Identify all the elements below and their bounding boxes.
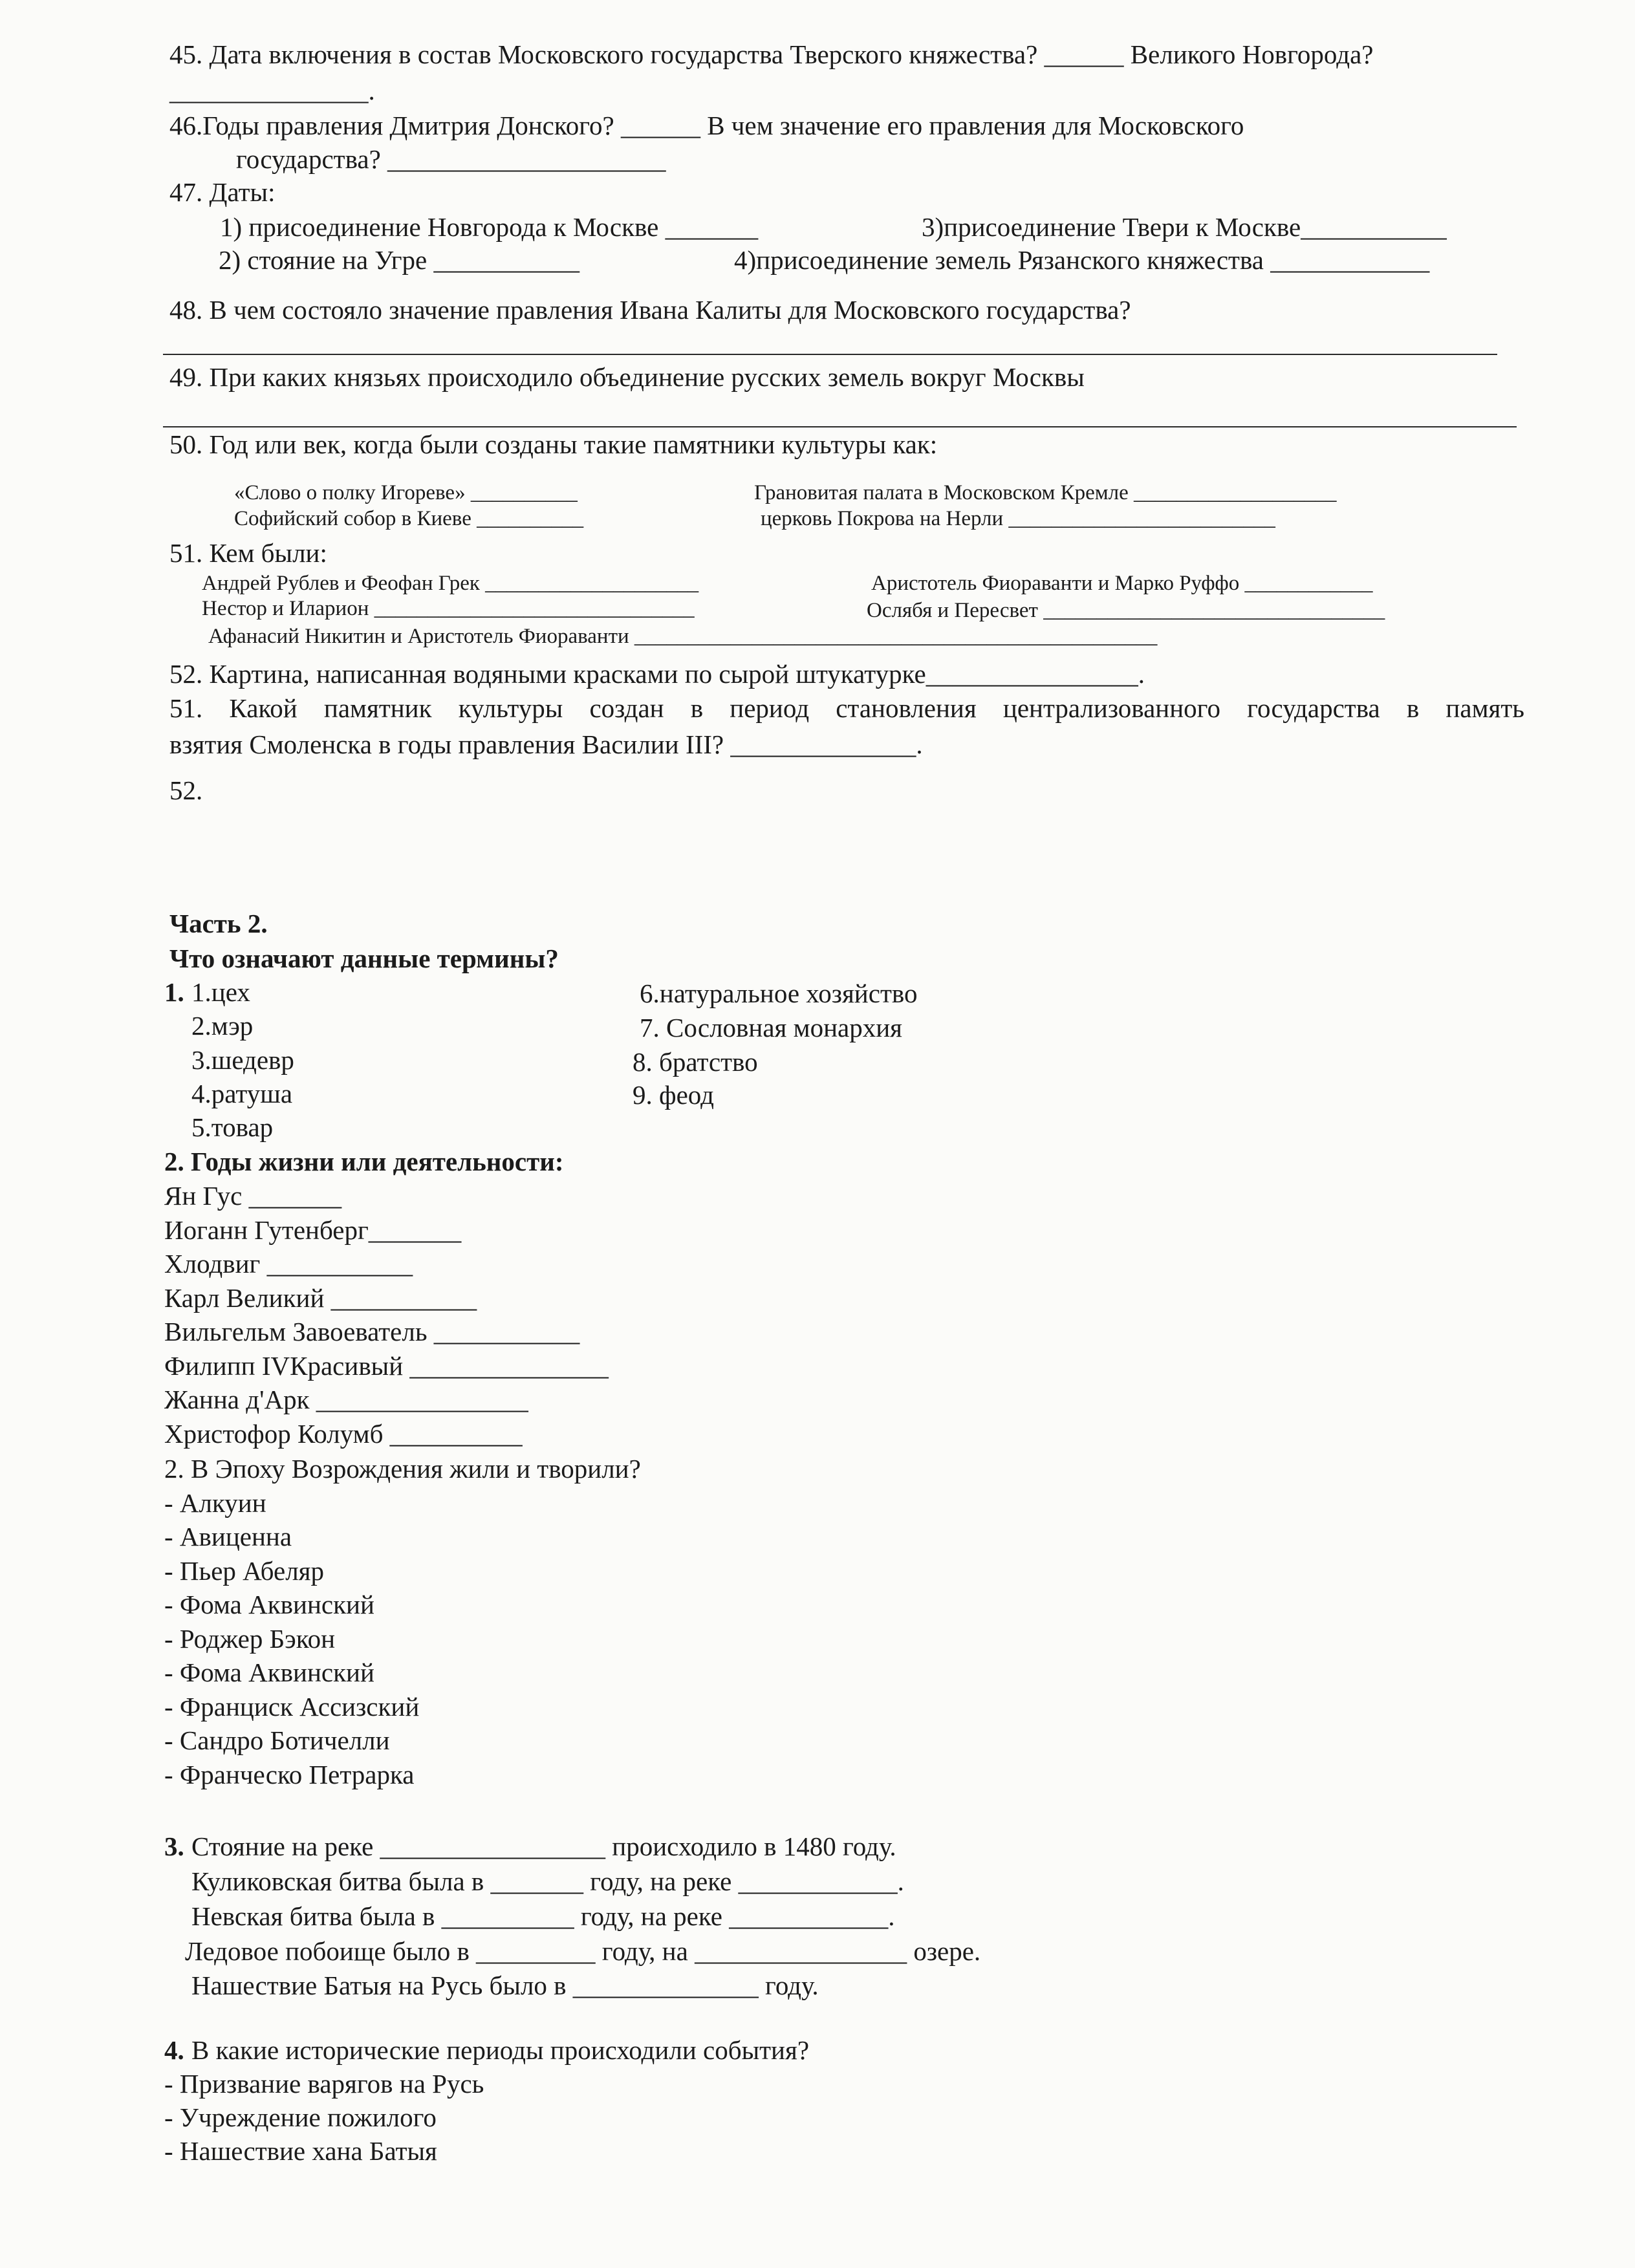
part2-subtitle: Что означают данные термины? [169, 944, 559, 973]
lifespan-item: Вильгельм Завоеватель ___________ [164, 1317, 580, 1346]
term-item: 4.ратуша [191, 1079, 293, 1108]
q51-item3: Нестор и Иларион ______________________________ [202, 597, 695, 620]
q51-item2: Аристотель Фиораванти и Марко Руффо ____________ [871, 572, 1373, 595]
periods-heading: В какие исторические периоды происходили события? [191, 2035, 810, 2065]
lifespan-item: Ян Гус _______ [164, 1181, 342, 1211]
battles-line1: Стояние на реке _________________ происходило в 1480 году. [191, 1831, 896, 1861]
q48-text: 48. В чем состояло значение правления Ивана Калиты для Московского государства? [169, 295, 1131, 325]
term-item: 3.шедевр [191, 1045, 294, 1075]
lifespan-item: Хлодвиг ___________ [164, 1249, 413, 1279]
q47-item3: 3)присоединение Твери к Москве___________ [922, 212, 1447, 242]
period-item: - Нашествие хана Батыя [164, 2136, 437, 2166]
term-item: 9. феод [633, 1080, 714, 1110]
q51b-line2: взятия Смоленска в годы правления Василии III? ______________. [169, 729, 923, 759]
battles-line5: Нашествие Батыя на Русь было в ______________ году. [191, 1971, 819, 2000]
renaissance-heading: 2. В Эпоху Возрождения жили и творили? [164, 1454, 641, 1484]
lifespan-item: Иоганн Гутенберг_______ [164, 1215, 462, 1245]
q51-item1: Андрей Рублев и Феофан Грек ____________________ [202, 572, 699, 595]
renaissance-item: - Сандро Ботичелли [164, 1725, 390, 1755]
renaissance-item: - Франческо Петрарка [164, 1760, 415, 1789]
term-item: 5.товар [191, 1112, 274, 1142]
lifespan-item: Христофор Колумб __________ [164, 1419, 523, 1449]
q46-line1: 46.Годы правления Дмитрия Донского? ______ В чем значение его правления для Московского [169, 111, 1244, 140]
lifespan-item: Филипп IVКрасивый _______________ [164, 1351, 609, 1381]
part2-title: Часть 2. [169, 909, 268, 938]
q51b-line1: 51. Какой памятник культуры создан в период становления централизованного государства в память [169, 693, 1524, 723]
renaissance-item: - Фома Аквинский [164, 1590, 374, 1619]
renaissance-item: - Пьер Абеляр [164, 1556, 325, 1586]
q50-item4: церковь Покрова на Нерли _________________________ [761, 507, 1275, 530]
term-item: 8. братство [633, 1047, 758, 1077]
q47-item2: 2) стояние на Угре ___________ [219, 245, 579, 275]
term-item: 6.натуральное хозяйство [640, 978, 918, 1008]
q52b-number: 52. [169, 775, 203, 805]
q46-line2: государства? _____________________ [236, 144, 666, 174]
q47-label: 47. Даты: [169, 177, 276, 207]
q47-item4: 4)присоединение земель Рязанского княжества ____________ [734, 245, 1430, 275]
renaissance-item: - Роджер Бэкон [164, 1624, 336, 1654]
term-item: 7. Сословная монархия [640, 1013, 903, 1042]
q47-item1: 1) присоединение Новгорода к Москве _______ [220, 212, 759, 242]
q45-continuation: _______________. [169, 76, 375, 105]
q49-answer-line [163, 426, 1517, 427]
q51-item5: Афанасий Никитин и Аристотель Фиораванти _________________________________________________ [208, 625, 1158, 648]
q50-item2: Грановитая палата в Московском Кремле ___________________ [754, 481, 1337, 504]
term-item: 2.мэр [191, 1011, 254, 1041]
q51-label: 51. Кем были: [169, 538, 327, 568]
renaissance-item: - Алкуин [164, 1488, 266, 1518]
term-item: 1.цех [191, 977, 250, 1007]
period-item: - Призвание варягов на Русь [164, 2069, 484, 2099]
periods-section-number: 4. [164, 2035, 184, 2065]
battles-section-number: 3. [164, 1831, 184, 1861]
q52-text: 52. Картина, написанная водяными красками по сырой штукатурке________________. [169, 659, 1145, 689]
q48-answer-line [163, 354, 1497, 355]
q51-item4: Ослябя и Пересвет ________________________________ [867, 599, 1385, 622]
battles-line3: Невская битва была в __________ году, на реке ____________. [191, 1901, 895, 1931]
q50-text: 50. Год или век, когда были созданы такие памятники культуры как: [169, 429, 938, 459]
lifespan-item: Карл Великий ___________ [164, 1283, 477, 1313]
battles-line4: Ледовое побоище было в _________ году, на ________________ озере. [185, 1936, 981, 1966]
battles-line2: Куликовская битва была в _______ году, на реке ____________. [191, 1866, 904, 1896]
lifespan-item: Жанна д'Арк ________________ [164, 1385, 528, 1414]
terms-section-number: 1. [164, 977, 184, 1007]
q50-item3: Софийский собор в Киеве __________ [234, 507, 584, 530]
q50-item1: «Слово о полку Игореве» __________ [234, 481, 578, 504]
renaissance-item: - Авиценна [164, 1522, 292, 1551]
renaissance-item: - Франциск Ассизский [164, 1692, 420, 1722]
period-item: - Учреждение пожилого [164, 2102, 437, 2132]
q49-text: 49. При каких князьях происходило объединение русских земель вокруг Москвы [169, 362, 1085, 392]
q45-text: 45. Дата включения в состав Московского государства Тверского княжества? ______ Великого Новгорода? [169, 39, 1374, 69]
lifespans-heading: 2. Годы жизни или деятельности: [164, 1147, 564, 1176]
renaissance-item: - Фома Аквинский [164, 1658, 374, 1687]
